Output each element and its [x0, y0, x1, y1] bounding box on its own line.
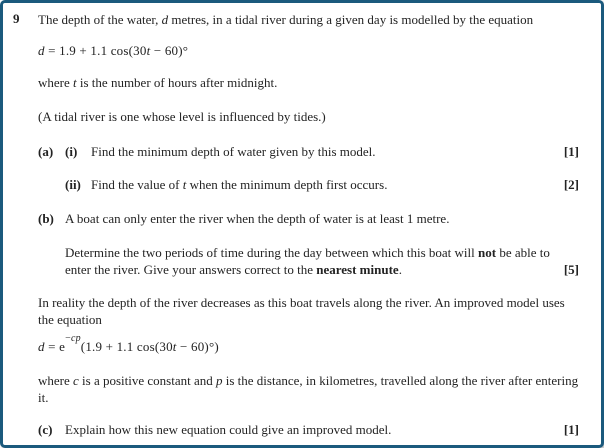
part-a-ii-marks: [2] — [563, 177, 579, 192]
part-c-text: Explain how this new equation could give an improved model. — [65, 422, 392, 437]
part-b-text: A boat can only enter the river when the depth of water is at least 1 metre. — [65, 211, 450, 226]
equation-text: = e — [44, 339, 66, 354]
variable-t: t — [146, 43, 151, 58]
part-a-ii-text — [91, 176, 556, 193]
part-a-ii-row — [38, 176, 579, 193]
part-c-row — [38, 421, 579, 438]
variable-p: p — [216, 373, 223, 388]
text-segment: metres, in a tidal river during a given day is modelled by the equation — [168, 12, 534, 27]
part-c-marks: [1] — [563, 422, 579, 437]
text-segment: where — [38, 75, 74, 90]
part-a-i-marks: [1] — [563, 144, 579, 159]
variable-d: d — [38, 339, 45, 354]
question-number: 9 — [13, 11, 20, 26]
question-body — [3, 3, 601, 438]
part-a-i-row — [38, 143, 579, 160]
part-b-detail-block — [65, 244, 579, 278]
text-segment: is a positive constant and — [78, 373, 216, 388]
part-a-ii-label: (ii) — [65, 177, 81, 192]
part-a-label: (a) — [38, 144, 54, 159]
part-b-marks: [5] — [563, 262, 579, 277]
equation-text: = 1.9 + 1.1 cos(30 — [44, 43, 147, 58]
variable-cp: cp — [70, 333, 81, 345]
equation-text: (1.9 + 1.1 cos(30 — [80, 339, 173, 354]
equation-1 — [38, 42, 579, 59]
emphasis-not: not — [478, 245, 497, 260]
variable-t: t — [73, 75, 77, 90]
equation-text: − 60)°) — [176, 339, 219, 354]
part-b-detail-text — [65, 244, 579, 278]
text-segment: . — [398, 262, 402, 277]
equation-2 — [38, 333, 579, 355]
part-b-row — [38, 210, 579, 227]
text-segment: is the number of hours after midnight. — [76, 75, 278, 90]
variable-d: d — [38, 43, 45, 58]
part-a-i-label: (i) — [65, 144, 78, 159]
text-segment: where — [38, 373, 74, 388]
text-segment: The depth of the water, — [38, 12, 162, 27]
variable-d: d — [161, 12, 169, 27]
emphasis-nearest-minute: nearest minute — [316, 262, 399, 277]
where-t-paragraph — [38, 74, 579, 91]
variable-t: t — [182, 177, 187, 192]
exponent-minus-cp — [65, 333, 81, 344]
tidal-note: (A tidal river is one whose level is influenced by tides.) — [38, 109, 326, 124]
part-b-label: (b) — [38, 211, 54, 226]
improved-model-paragraph: In reality the depth of the river decreases as this boat travels along the river. An improved model uses the equation — [38, 295, 565, 327]
text-segment: Find the value of — [91, 177, 183, 192]
part-c-label: (c) — [38, 422, 53, 437]
text-segment: Determine the two periods of time during the day between which this boat will — [65, 245, 479, 260]
minus-sign: − — [65, 333, 71, 345]
equation-text: − 60)° — [150, 43, 189, 58]
text-segment: when the minimum depth first occurs. — [186, 177, 388, 192]
variable-t: t — [172, 339, 177, 354]
intro-paragraph — [38, 11, 579, 28]
where-cp-paragraph — [38, 372, 579, 406]
text-segment: be able to enter the river. Give your answers correct to the — [65, 245, 550, 277]
variable-c: c — [73, 373, 79, 388]
text-segment: is the distance, in kilometres, travelled along the river after entering it. — [38, 373, 579, 405]
part-a-i-text: Find the minimum depth of water given by this model. — [91, 144, 376, 159]
